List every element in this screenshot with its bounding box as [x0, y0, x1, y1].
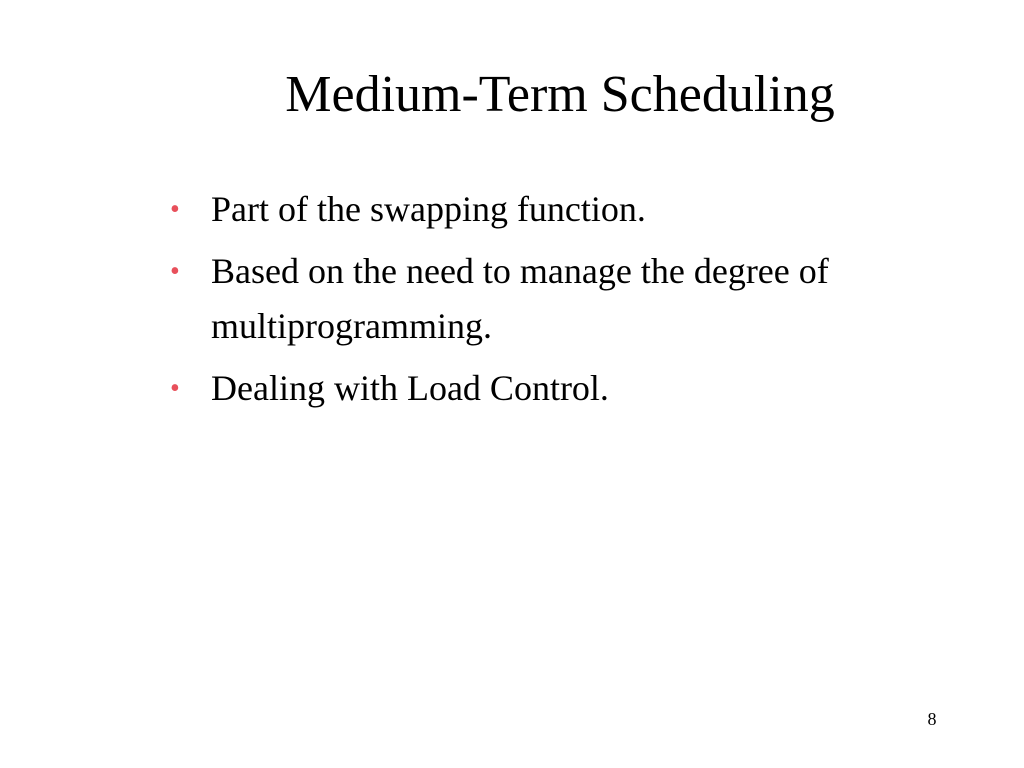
bullet-dot-icon: • [170, 373, 180, 404]
slide-number: 8 [927, 709, 937, 729]
bullet-item [170, 361, 970, 416]
bullet-dot-icon: • [170, 256, 180, 287]
bullet-text: Dealing with Load Control. [211, 368, 609, 408]
bullet-dot-icon: • [170, 194, 180, 225]
bullet-item [170, 182, 970, 237]
slide-title: Medium-Term Scheduling [285, 66, 835, 123]
bullet-text: Based on the need to manage the degree of multiprogramming. [211, 251, 829, 346]
bullet-list [170, 182, 970, 423]
bullet-text: Part of the swapping function. [211, 189, 646, 229]
bullet-item [170, 244, 970, 354]
